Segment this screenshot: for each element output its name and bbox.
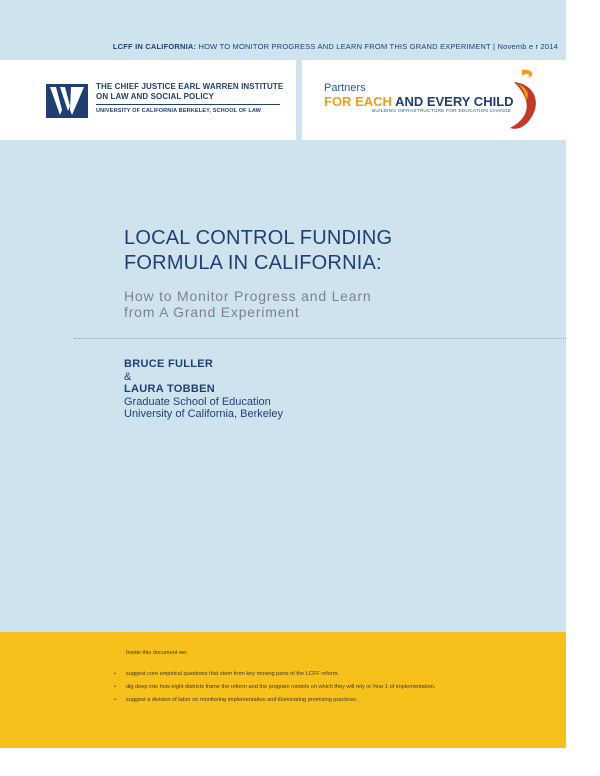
- subtitle-line2: from A Grand Experiment: [124, 304, 300, 320]
- flame-swoosh-icon: [492, 66, 542, 132]
- summary-item-3: suggest a division of labor on monitoring implementation and illuminating promising practices.: [126, 697, 358, 703]
- author-1: BRUCE FULLER: [124, 358, 214, 370]
- header-separator: |: [493, 42, 496, 51]
- partners-tagline: BUILDING INFRASTRUCTURE FOR EDUCATION CHANGE: [372, 109, 512, 114]
- warren-institute-text: [96, 82, 283, 114]
- bullet-icon: •: [114, 684, 116, 690]
- affiliation-university: University of California, Berkeley: [124, 408, 283, 420]
- title-line2: FORMULA IN CALIFORNIA:: [124, 252, 382, 274]
- affiliation-school: Graduate School of Education: [124, 395, 271, 408]
- list-item: [112, 696, 532, 704]
- summary-item-1: suggest core empirical questions that stem from key moving parts of the LCFF reform.: [126, 671, 339, 677]
- summary-intro: Inside this document we:: [126, 650, 188, 656]
- slogan-and-every-child: AND EVERY CHILD: [395, 94, 514, 109]
- partners-slogan: [324, 94, 514, 109]
- institute-university: UNIVERSITY OF CALIFORNIA BERKELEY, SCHOOL OF LAW: [96, 108, 262, 114]
- slogan-each: EACH: [355, 94, 392, 109]
- institute-name-line1: THE CHIEF JUSTICE EARL WARREN INSTITUTE: [96, 82, 284, 91]
- bullet-icon: •: [114, 671, 116, 677]
- logo-band: [0, 58, 566, 144]
- slogan-for: FOR: [324, 94, 352, 109]
- warren-institute-logo: [0, 60, 296, 140]
- institute-rule: [96, 104, 280, 105]
- title-line1: LOCAL CONTROL FUNDING: [124, 227, 393, 249]
- partners-logo: [302, 60, 566, 140]
- warren-w-icon: [46, 84, 88, 118]
- author-block: [124, 358, 283, 421]
- document-subtitle: [124, 288, 371, 320]
- subtitle-line1: How to Monitor Progress and Learn: [124, 288, 372, 304]
- header-series: LCFF IN CALIFORNIA:: [112, 42, 197, 51]
- summary-list: [112, 670, 532, 709]
- header-date: Novemb e r 2014: [497, 42, 558, 51]
- list-item: [112, 683, 532, 691]
- document-title: [124, 226, 392, 276]
- partners-text: [324, 82, 514, 114]
- summary-box: [0, 632, 566, 748]
- bullet-icon: •: [114, 697, 116, 703]
- author-2: LAURA TOBBEN: [124, 383, 215, 395]
- author-ampersand: &: [124, 370, 132, 383]
- running-header: [0, 36, 566, 58]
- institute-name-line2: ON LAW AND SOCIAL POLICY: [96, 92, 214, 101]
- summary-item-2: dig deep into how eight districts frame the reform and the program models on which they will rely in Year 1 of implementation.: [126, 684, 436, 690]
- list-item: [112, 670, 532, 678]
- partners-label: Partners: [324, 82, 366, 94]
- header-topic: HOW TO MONITOR PROGRESS AND LEARN FROM THIS GRAND EXPERIMENT: [198, 42, 491, 51]
- section-divider: [74, 338, 566, 339]
